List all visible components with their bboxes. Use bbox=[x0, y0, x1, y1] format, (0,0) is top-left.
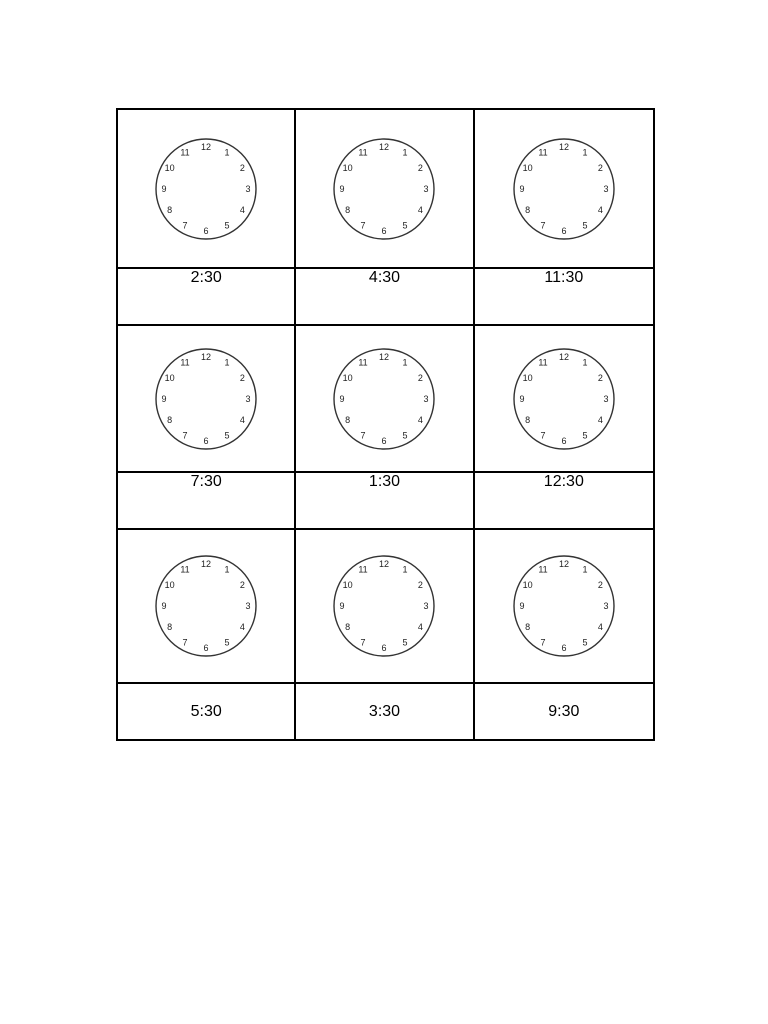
time-label: 11:30 bbox=[544, 269, 584, 286]
clock-area bbox=[118, 110, 294, 269]
clock-numeral: 10 bbox=[343, 580, 354, 590]
clock-numeral: 1 bbox=[224, 564, 230, 575]
clock-numeral: 2 bbox=[418, 580, 424, 590]
clock-numeral: 7 bbox=[360, 219, 366, 230]
time-label-area bbox=[118, 473, 294, 528]
clock-outline bbox=[156, 556, 256, 656]
clock-area bbox=[475, 110, 653, 269]
clock-numeral: 8 bbox=[167, 204, 173, 215]
clock-numeral: 11 bbox=[538, 564, 548, 575]
clock-numeral: 3 bbox=[603, 601, 609, 611]
clock-numeral: 9 bbox=[161, 183, 167, 194]
clock-area bbox=[118, 326, 294, 473]
time-label-area bbox=[296, 684, 472, 739]
clock-cell bbox=[118, 530, 296, 739]
clock-numeral: 6 bbox=[203, 643, 209, 653]
clock-numeral: 8 bbox=[167, 622, 173, 632]
clock-cell bbox=[118, 110, 296, 326]
clock-numeral: 6 bbox=[561, 435, 567, 446]
clock-outline bbox=[334, 139, 434, 239]
clock-face bbox=[329, 134, 439, 244]
clock-numeral: 12 bbox=[558, 351, 569, 362]
clock-numeral: 12 bbox=[558, 141, 569, 152]
clock-numeral: 5 bbox=[402, 429, 408, 440]
clock-numeral: 10 bbox=[522, 372, 533, 383]
clock-numeral: 9 bbox=[339, 393, 345, 404]
clock-face bbox=[151, 551, 261, 661]
clock-numeral: 12 bbox=[379, 559, 390, 569]
clock-numeral: 2 bbox=[418, 372, 424, 383]
clock-numeral: 5 bbox=[582, 429, 588, 440]
clock-numeral: 11 bbox=[358, 147, 369, 158]
clock-numeral: 12 bbox=[201, 141, 212, 152]
time-label-area bbox=[475, 473, 653, 528]
time-label-area bbox=[475, 684, 653, 739]
clock-numeral: 10 bbox=[164, 580, 175, 590]
clock-cell bbox=[475, 110, 653, 326]
clock-cell bbox=[296, 326, 474, 530]
clock-numeral: 9 bbox=[161, 393, 167, 404]
clock-outline bbox=[156, 349, 256, 449]
clock-numeral: 9 bbox=[161, 601, 167, 611]
time-label-area bbox=[475, 269, 653, 324]
clock-numeral: 3 bbox=[603, 183, 609, 194]
clock-numeral: 11 bbox=[358, 564, 369, 575]
clock-numeral: 5 bbox=[224, 429, 230, 440]
clock-numeral: 5 bbox=[582, 637, 588, 648]
clock-numeral: 1 bbox=[402, 564, 408, 575]
clock-numeral: 8 bbox=[167, 414, 173, 425]
clock-outline bbox=[156, 139, 256, 239]
clock-outline bbox=[514, 556, 614, 656]
clock-numeral: 2 bbox=[597, 162, 603, 173]
clock-numeral: 11 bbox=[358, 357, 369, 368]
clock-numeral: 11 bbox=[538, 357, 548, 368]
clock-numeral: 4 bbox=[597, 622, 603, 632]
time-label-area bbox=[118, 269, 294, 324]
clock-area bbox=[475, 530, 653, 684]
clock-numeral: 5 bbox=[224, 637, 230, 648]
clock-numeral: 7 bbox=[182, 219, 188, 230]
clock-face bbox=[151, 344, 261, 454]
clock-worksheet-grid bbox=[116, 108, 655, 741]
clock-numeral: 7 bbox=[540, 637, 546, 648]
clock-face bbox=[509, 551, 619, 661]
clock-area bbox=[296, 110, 472, 269]
time-label: 1:30 bbox=[368, 473, 401, 490]
clock-numeral: 10 bbox=[522, 162, 533, 173]
clock-cell bbox=[296, 530, 474, 739]
clock-numeral: 11 bbox=[180, 564, 190, 575]
clock-numeral: 9 bbox=[519, 601, 525, 611]
clock-numeral: 3 bbox=[245, 393, 251, 404]
clock-numeral: 10 bbox=[522, 580, 533, 590]
clock-numeral: 8 bbox=[345, 204, 351, 215]
clock-numeral: 7 bbox=[540, 219, 546, 230]
time-label-area bbox=[296, 269, 472, 324]
clock-numeral: 1 bbox=[224, 147, 230, 158]
clock-numeral: 6 bbox=[203, 435, 209, 446]
time-label: 3:30 bbox=[368, 702, 401, 720]
clock-numeral: 9 bbox=[339, 601, 345, 611]
clock-numeral: 10 bbox=[343, 372, 354, 383]
clock-numeral: 2 bbox=[240, 580, 246, 590]
clock-numeral: 12 bbox=[201, 559, 212, 569]
clock-numeral: 6 bbox=[561, 225, 567, 236]
clock-numeral: 1 bbox=[582, 357, 588, 368]
clock-numeral: 10 bbox=[164, 372, 175, 383]
clock-numeral: 7 bbox=[540, 429, 546, 440]
clock-numeral: 4 bbox=[240, 414, 246, 425]
clock-numeral: 6 bbox=[203, 225, 209, 236]
clock-numeral: 8 bbox=[345, 414, 351, 425]
clock-cell bbox=[296, 110, 474, 326]
clock-face bbox=[509, 134, 619, 244]
time-label: 9:30 bbox=[548, 702, 580, 720]
clock-numeral: 9 bbox=[339, 183, 345, 194]
clock-numeral: 2 bbox=[240, 372, 246, 383]
clock-numeral: 4 bbox=[418, 414, 424, 425]
clock-numeral: 3 bbox=[603, 393, 609, 404]
clock-cell bbox=[118, 326, 296, 530]
clock-numeral: 12 bbox=[558, 559, 569, 569]
clock-numeral: 3 bbox=[245, 183, 251, 194]
clock-numeral: 2 bbox=[240, 162, 246, 173]
clock-numeral: 1 bbox=[402, 147, 408, 158]
clock-numeral: 1 bbox=[582, 147, 588, 158]
clock-numeral: 11 bbox=[180, 357, 190, 368]
clock-outline bbox=[514, 349, 614, 449]
time-label: 12:30 bbox=[543, 473, 584, 490]
clock-cell bbox=[475, 326, 653, 530]
clock-area bbox=[296, 530, 472, 684]
clock-numeral: 10 bbox=[164, 162, 175, 173]
clock-numeral: 4 bbox=[597, 204, 603, 215]
clock-numeral: 10 bbox=[343, 162, 354, 173]
clock-numeral: 4 bbox=[418, 204, 424, 215]
clock-area bbox=[475, 326, 653, 473]
clock-face bbox=[151, 134, 261, 244]
clock-face bbox=[329, 344, 439, 454]
clock-face bbox=[509, 344, 619, 454]
clock-numeral: 3 bbox=[423, 601, 429, 611]
clock-numeral: 5 bbox=[224, 219, 230, 230]
clock-numeral: 4 bbox=[240, 622, 246, 632]
clock-numeral: 3 bbox=[245, 601, 251, 611]
clock-numeral: 8 bbox=[345, 622, 351, 632]
clock-numeral: 6 bbox=[381, 643, 387, 653]
time-label-area bbox=[118, 684, 294, 739]
time-label: 5:30 bbox=[190, 702, 222, 720]
clock-numeral: 8 bbox=[524, 204, 530, 215]
time-label: 4:30 bbox=[368, 269, 401, 286]
clock-area bbox=[118, 530, 294, 684]
clock-numeral: 12 bbox=[379, 351, 390, 362]
time-label-area bbox=[296, 473, 472, 528]
clock-cell bbox=[475, 530, 653, 739]
clock-outline bbox=[334, 349, 434, 449]
clock-numeral: 5 bbox=[582, 219, 588, 230]
time-label: 2:30 bbox=[190, 269, 222, 286]
clock-numeral: 2 bbox=[418, 162, 424, 173]
clock-area bbox=[296, 326, 472, 473]
clock-numeral: 3 bbox=[423, 183, 429, 194]
clock-numeral: 1 bbox=[402, 357, 408, 368]
time-label: 7:30 bbox=[190, 473, 222, 490]
clock-numeral: 6 bbox=[381, 225, 387, 236]
clock-numeral: 12 bbox=[379, 141, 390, 152]
clock-numeral: 7 bbox=[182, 429, 188, 440]
clock-numeral: 11 bbox=[180, 147, 190, 158]
clock-numeral: 5 bbox=[402, 219, 408, 230]
clock-numeral: 8 bbox=[524, 414, 530, 425]
clock-outline bbox=[334, 556, 434, 656]
clock-numeral: 1 bbox=[582, 564, 588, 575]
clock-numeral: 9 bbox=[519, 183, 525, 194]
clock-numeral: 8 bbox=[524, 622, 530, 632]
clock-outline bbox=[514, 139, 614, 239]
clock-face bbox=[329, 551, 439, 661]
clock-numeral: 1 bbox=[224, 357, 230, 368]
clock-numeral: 9 bbox=[519, 393, 525, 404]
clock-numeral: 12 bbox=[201, 351, 212, 362]
clock-numeral: 11 bbox=[538, 147, 548, 158]
clock-numeral: 7 bbox=[182, 637, 188, 648]
clock-numeral: 6 bbox=[561, 643, 567, 653]
clock-numeral: 2 bbox=[597, 580, 603, 590]
clock-numeral: 4 bbox=[597, 414, 603, 425]
clock-numeral: 4 bbox=[418, 622, 424, 632]
clock-numeral: 2 bbox=[597, 372, 603, 383]
clock-numeral: 4 bbox=[240, 204, 246, 215]
clock-numeral: 7 bbox=[360, 637, 366, 648]
clock-numeral: 6 bbox=[381, 435, 387, 446]
clock-numeral: 3 bbox=[423, 393, 429, 404]
clock-numeral: 5 bbox=[402, 637, 408, 648]
clock-numeral: 7 bbox=[360, 429, 366, 440]
